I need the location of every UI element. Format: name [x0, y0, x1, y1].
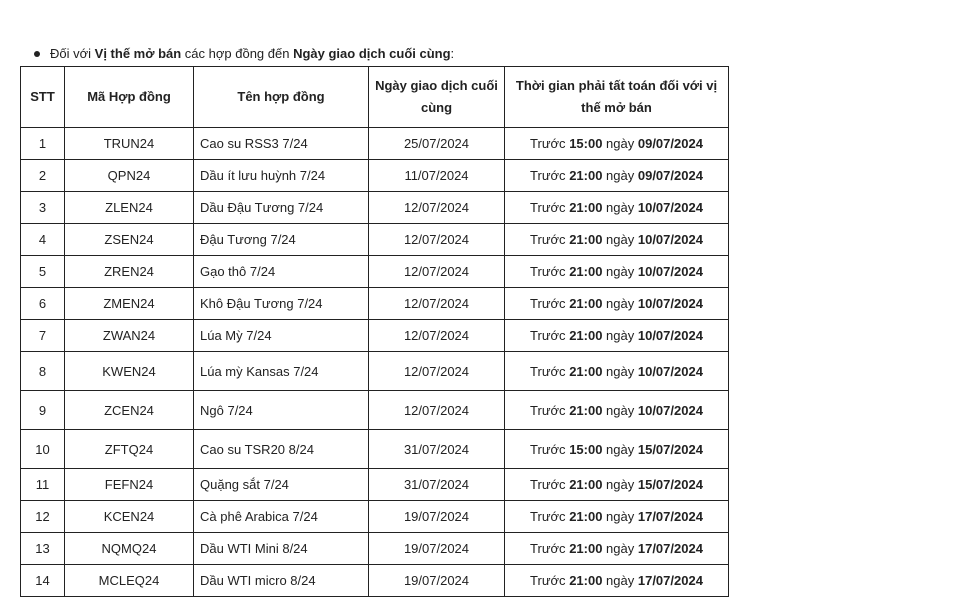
- settle-prefix: Trước: [530, 328, 570, 343]
- settle-date: 10/07/2024: [637, 328, 703, 343]
- cell-last-trading-day: 12/07/2024: [369, 288, 505, 320]
- cell-contract-name: Lúa mỳ Kansas 7/24: [194, 352, 369, 391]
- cell-settlement-time: [505, 128, 729, 160]
- cell-last-trading-day: 12/07/2024: [369, 192, 505, 224]
- table-row: [21, 160, 729, 192]
- cell-contract-code: FEFN24: [65, 469, 194, 501]
- cell-contract-name: Dầu Đậu Tương 7/24: [194, 192, 369, 224]
- settle-prefix: Trước: [530, 573, 570, 588]
- cell-contract-code: NQMQ24: [65, 533, 194, 565]
- table-row: [21, 391, 729, 430]
- cell-contract-code: ZWAN24: [65, 320, 194, 352]
- cell-settlement-time: [505, 501, 729, 533]
- cell-last-trading-day: 25/07/2024: [369, 128, 505, 160]
- settle-prefix: Trước: [530, 441, 570, 457]
- settle-mid: ngày: [602, 477, 638, 492]
- settle-time: 21:00: [569, 573, 603, 588]
- cell-contract-code: QPN24: [65, 160, 194, 192]
- cell-stt: 3: [21, 192, 65, 224]
- cell-contract-code: ZMEN24: [65, 288, 194, 320]
- cell-last-trading-day: 12/07/2024: [369, 224, 505, 256]
- cell-settlement-time: [505, 160, 729, 192]
- table-row: [21, 469, 729, 501]
- settle-date: 10/07/2024: [637, 402, 703, 418]
- intro-bold-open-short: Vị thế mở bán: [94, 46, 182, 61]
- header-contract-name: Tên hợp đồng: [194, 67, 369, 128]
- cell-contract-code: ZLEN24: [65, 192, 194, 224]
- table-row: [21, 320, 729, 352]
- settle-date: 17/07/2024: [637, 541, 703, 556]
- settle-time: 21:00: [569, 168, 603, 183]
- settle-date: 10/07/2024: [637, 264, 703, 279]
- settle-time: 15:00: [569, 136, 603, 151]
- cell-contract-name: Lúa Mỳ 7/24: [194, 320, 369, 352]
- settle-mid: ngày: [602, 441, 638, 457]
- settle-prefix: Trước: [530, 296, 570, 311]
- settle-time: 21:00: [569, 402, 603, 418]
- intro-middle: các hợp đồng đến: [181, 46, 294, 61]
- cell-last-trading-day: 31/07/2024: [369, 430, 505, 469]
- cell-settlement-time: [505, 288, 729, 320]
- cell-contract-code: MCLEQ24: [65, 565, 194, 597]
- settle-mid: ngày: [602, 264, 638, 279]
- cell-contract-name: Đậu Tương 7/24: [194, 224, 369, 256]
- settle-mid: ngày: [602, 541, 638, 556]
- cell-contract-code: ZCEN24: [65, 391, 194, 430]
- settle-mid: ngày: [602, 136, 638, 151]
- settle-date: 15/07/2024: [637, 477, 703, 492]
- cell-contract-code: KCEN24: [65, 501, 194, 533]
- cell-contract-code: ZSEN24: [65, 224, 194, 256]
- settle-mid: ngày: [602, 328, 638, 343]
- cell-stt: 5: [21, 256, 65, 288]
- intro-prefix: Đối với: [50, 46, 95, 61]
- settle-mid: ngày: [602, 200, 638, 215]
- cell-contract-code: KWEN24: [65, 352, 194, 391]
- cell-last-trading-day: 12/07/2024: [369, 352, 505, 391]
- settle-date: 09/07/2024: [637, 136, 703, 151]
- settle-prefix: Trước: [530, 541, 570, 556]
- settle-date: 10/07/2024: [637, 232, 703, 247]
- cell-stt: 10: [21, 430, 65, 469]
- settle-prefix: Trước: [530, 168, 570, 183]
- settle-prefix: Trước: [530, 477, 570, 492]
- settle-prefix: Trước: [530, 136, 570, 151]
- table-header-row: [21, 67, 729, 128]
- cell-contract-name: Dầu WTI Mini 8/24: [194, 533, 369, 565]
- cell-stt: 7: [21, 320, 65, 352]
- table-body: [21, 128, 729, 597]
- cell-settlement-time: [505, 469, 729, 501]
- cell-settlement-time: [505, 533, 729, 565]
- cell-stt: 4: [21, 224, 65, 256]
- header-settlement-time: Thời gian phải tất toán đối với vị thế mở bán: [505, 67, 729, 128]
- cell-stt: 13: [21, 533, 65, 565]
- settle-prefix: Trước: [530, 363, 570, 379]
- table-row: [21, 288, 729, 320]
- cell-settlement-time: [505, 430, 729, 469]
- cell-last-trading-day: 19/07/2024: [369, 533, 505, 565]
- cell-settlement-time: [505, 565, 729, 597]
- settle-date: 10/07/2024: [637, 296, 703, 311]
- cell-contract-name: Cà phê Arabica 7/24: [194, 501, 369, 533]
- table-row: [21, 352, 729, 391]
- settle-time: 21:00: [569, 509, 603, 524]
- settle-time: 21:00: [569, 328, 603, 343]
- cell-settlement-time: [505, 352, 729, 391]
- contracts-table: [20, 66, 729, 597]
- cell-settlement-time: [505, 320, 729, 352]
- table-row: [21, 192, 729, 224]
- settle-mid: ngày: [602, 402, 638, 418]
- settle-time: 21:00: [569, 232, 603, 247]
- table-row: [21, 565, 729, 597]
- settle-time: 21:00: [569, 200, 603, 215]
- settle-date: 10/07/2024: [637, 200, 703, 215]
- cell-settlement-time: [505, 192, 729, 224]
- intro-bold-last-trading-day: Ngày giao dịch cuối cùng: [293, 46, 451, 61]
- settle-prefix: Trước: [530, 509, 570, 524]
- intro-bullet-item: [30, 45, 454, 63]
- settle-date: 17/07/2024: [637, 509, 703, 524]
- cell-settlement-time: [505, 391, 729, 430]
- settle-prefix: Trước: [530, 402, 570, 418]
- cell-stt: 2: [21, 160, 65, 192]
- cell-stt: 6: [21, 288, 65, 320]
- cell-contract-code: ZREN24: [65, 256, 194, 288]
- settle-mid: ngày: [602, 573, 638, 588]
- cell-contract-code: TRUN24: [65, 128, 194, 160]
- cell-last-trading-day: 19/07/2024: [369, 501, 505, 533]
- settle-prefix: Trước: [530, 264, 570, 279]
- header-contract-code: Mã Hợp đồng: [65, 67, 194, 128]
- cell-last-trading-day: 12/07/2024: [369, 320, 505, 352]
- cell-contract-name: Ngô 7/24: [194, 391, 369, 430]
- settle-date: 09/07/2024: [637, 168, 703, 183]
- settle-time: 21:00: [569, 296, 603, 311]
- cell-contract-name: Cao su RSS3 7/24: [194, 128, 369, 160]
- cell-contract-code: ZFTQ24: [65, 430, 194, 469]
- table-row: [21, 256, 729, 288]
- intro-suffix: :: [450, 46, 455, 61]
- settle-mid: ngày: [602, 232, 638, 247]
- cell-settlement-time: [505, 256, 729, 288]
- cell-settlement-time: [505, 224, 729, 256]
- bullet-icon: [34, 51, 40, 57]
- settle-time: 21:00: [569, 477, 603, 492]
- cell-stt: 1: [21, 128, 65, 160]
- settle-prefix: Trước: [530, 232, 570, 247]
- settle-date: 10/07/2024: [637, 363, 703, 379]
- cell-contract-name: Dầu WTI micro 8/24: [194, 565, 369, 597]
- intro-list: [30, 45, 454, 63]
- cell-contract-name: Gạo thô 7/24: [194, 256, 369, 288]
- settle-date: 15/07/2024: [637, 441, 703, 457]
- cell-stt: 8: [21, 352, 65, 391]
- cell-stt: 12: [21, 501, 65, 533]
- cell-contract-name: Dầu ít lưu huỳnh 7/24: [194, 160, 369, 192]
- cell-last-trading-day: 12/07/2024: [369, 391, 505, 430]
- settle-mid: ngày: [602, 509, 638, 524]
- table-row: [21, 224, 729, 256]
- table-row: [21, 128, 729, 160]
- settle-mid: ngày: [602, 363, 638, 379]
- cell-contract-name: Cao su TSR20 8/24: [194, 430, 369, 469]
- settle-date: 17/07/2024: [637, 573, 703, 588]
- cell-last-trading-day: 31/07/2024: [369, 469, 505, 501]
- settle-time: 21:00: [569, 363, 603, 379]
- table-row: [21, 501, 729, 533]
- settle-time: 21:00: [569, 541, 603, 556]
- cell-last-trading-day: 12/07/2024: [369, 256, 505, 288]
- cell-contract-name: Khô Đậu Tương 7/24: [194, 288, 369, 320]
- cell-stt: 14: [21, 565, 65, 597]
- cell-last-trading-day: 11/07/2024: [369, 160, 505, 192]
- header-stt: STT: [21, 67, 65, 128]
- settle-mid: ngày: [602, 168, 638, 183]
- header-last-trading-day: Ngày giao dịch cuối cùng: [369, 67, 505, 128]
- settle-time: 21:00: [569, 264, 603, 279]
- settle-mid: ngày: [602, 296, 638, 311]
- settle-time: 15:00: [569, 441, 603, 457]
- cell-stt: 11: [21, 469, 65, 501]
- cell-stt: 9: [21, 391, 65, 430]
- cell-contract-name: Quặng sắt 7/24: [194, 469, 369, 501]
- table-row: [21, 533, 729, 565]
- settle-prefix: Trước: [530, 200, 570, 215]
- table-row: [21, 430, 729, 469]
- cell-last-trading-day: 19/07/2024: [369, 565, 505, 597]
